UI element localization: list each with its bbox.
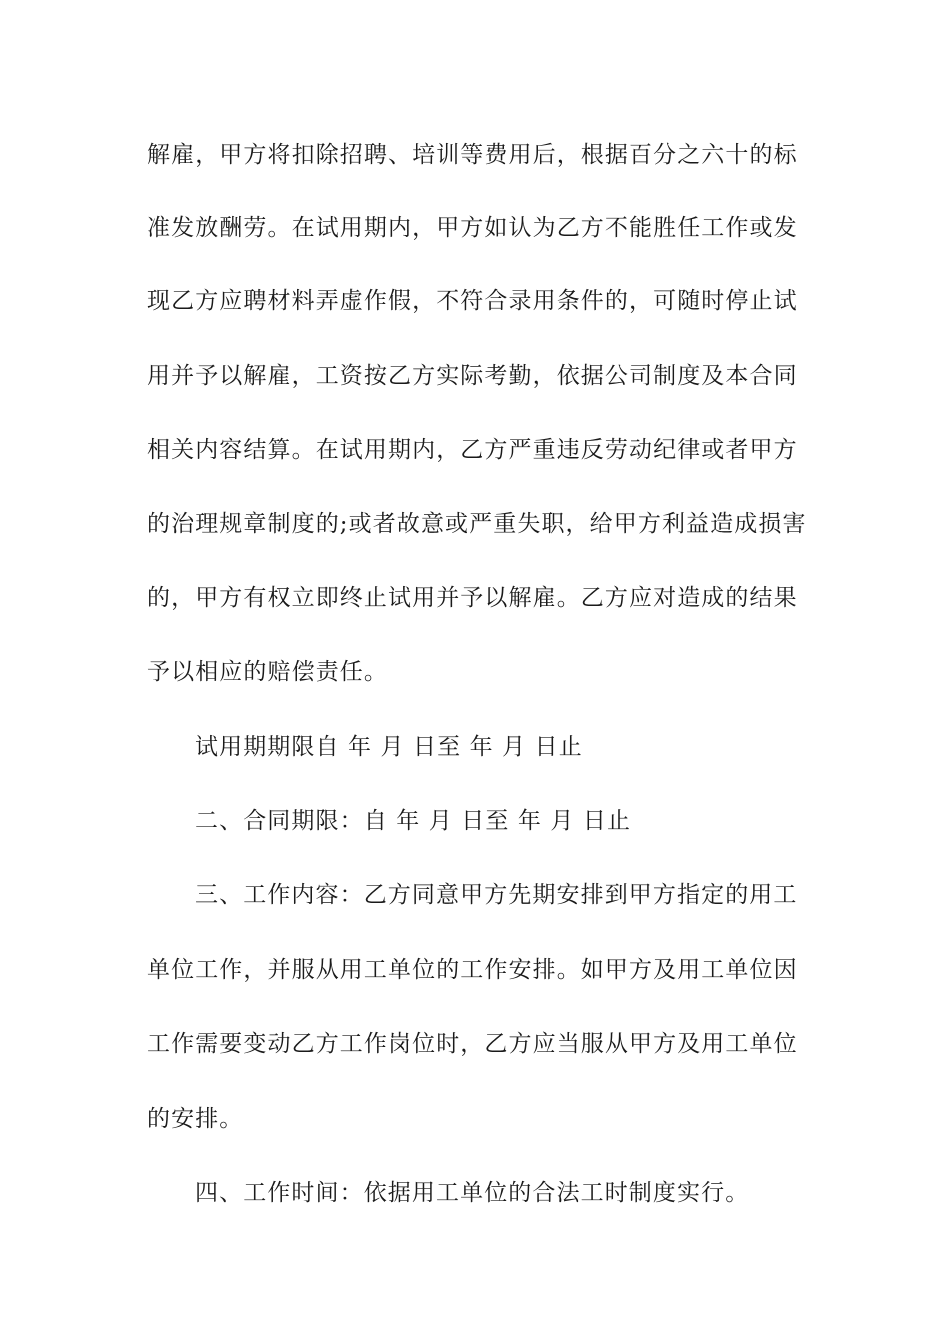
text-line-job-content: 三、工作内容：乙方同意甲方先期安排到甲方指定的用工 [195, 882, 798, 908]
text-line: 单位工作，并服从用工单位的工作安排。如甲方及用工单位因 [147, 957, 798, 983]
text-line-probation-period: 试用期期限自 年 月 日至 年 月 日止 [195, 734, 583, 760]
text-line: 的安排。 [147, 1106, 244, 1132]
text-line-contract-term: 二、合同期限：自 年 月 日至 年 月 日止 [195, 808, 632, 834]
text-line: 准发放酬劳。在试用期内，甲方如认为乙方不能胜任工作或发 [147, 215, 798, 241]
text-line: 的，甲方有权立即终止试用并予以解雇。乙方应对造成的结果 [147, 585, 798, 611]
text-line: 解雇，甲方将扣除招聘、培训等费用后，根据百分之六十的标 [147, 142, 798, 168]
text-line: 工作需要变动乙方工作岗位时，乙方应当服从甲方及用工单位 [147, 1031, 798, 1057]
text-line: 予以相应的赔偿责任。 [147, 659, 388, 685]
text-line-working-hours: 四、工作时间：依据用工单位的合法工时制度实行。 [195, 1180, 750, 1206]
text-line: 的治理规章制度的;或者故意或严重失职，给甲方利益造成损害 [147, 511, 807, 537]
text-line: 用并予以解雇，工资按乙方实际考勤，依据公司制度及本合同 [147, 363, 798, 389]
text-line: 现乙方应聘材料弄虚作假，不符合录用条件的，可随时停止试 [147, 288, 798, 314]
text-line: 相关内容结算。在试用期内，乙方严重违反劳动纪律或者甲方 [147, 437, 798, 463]
